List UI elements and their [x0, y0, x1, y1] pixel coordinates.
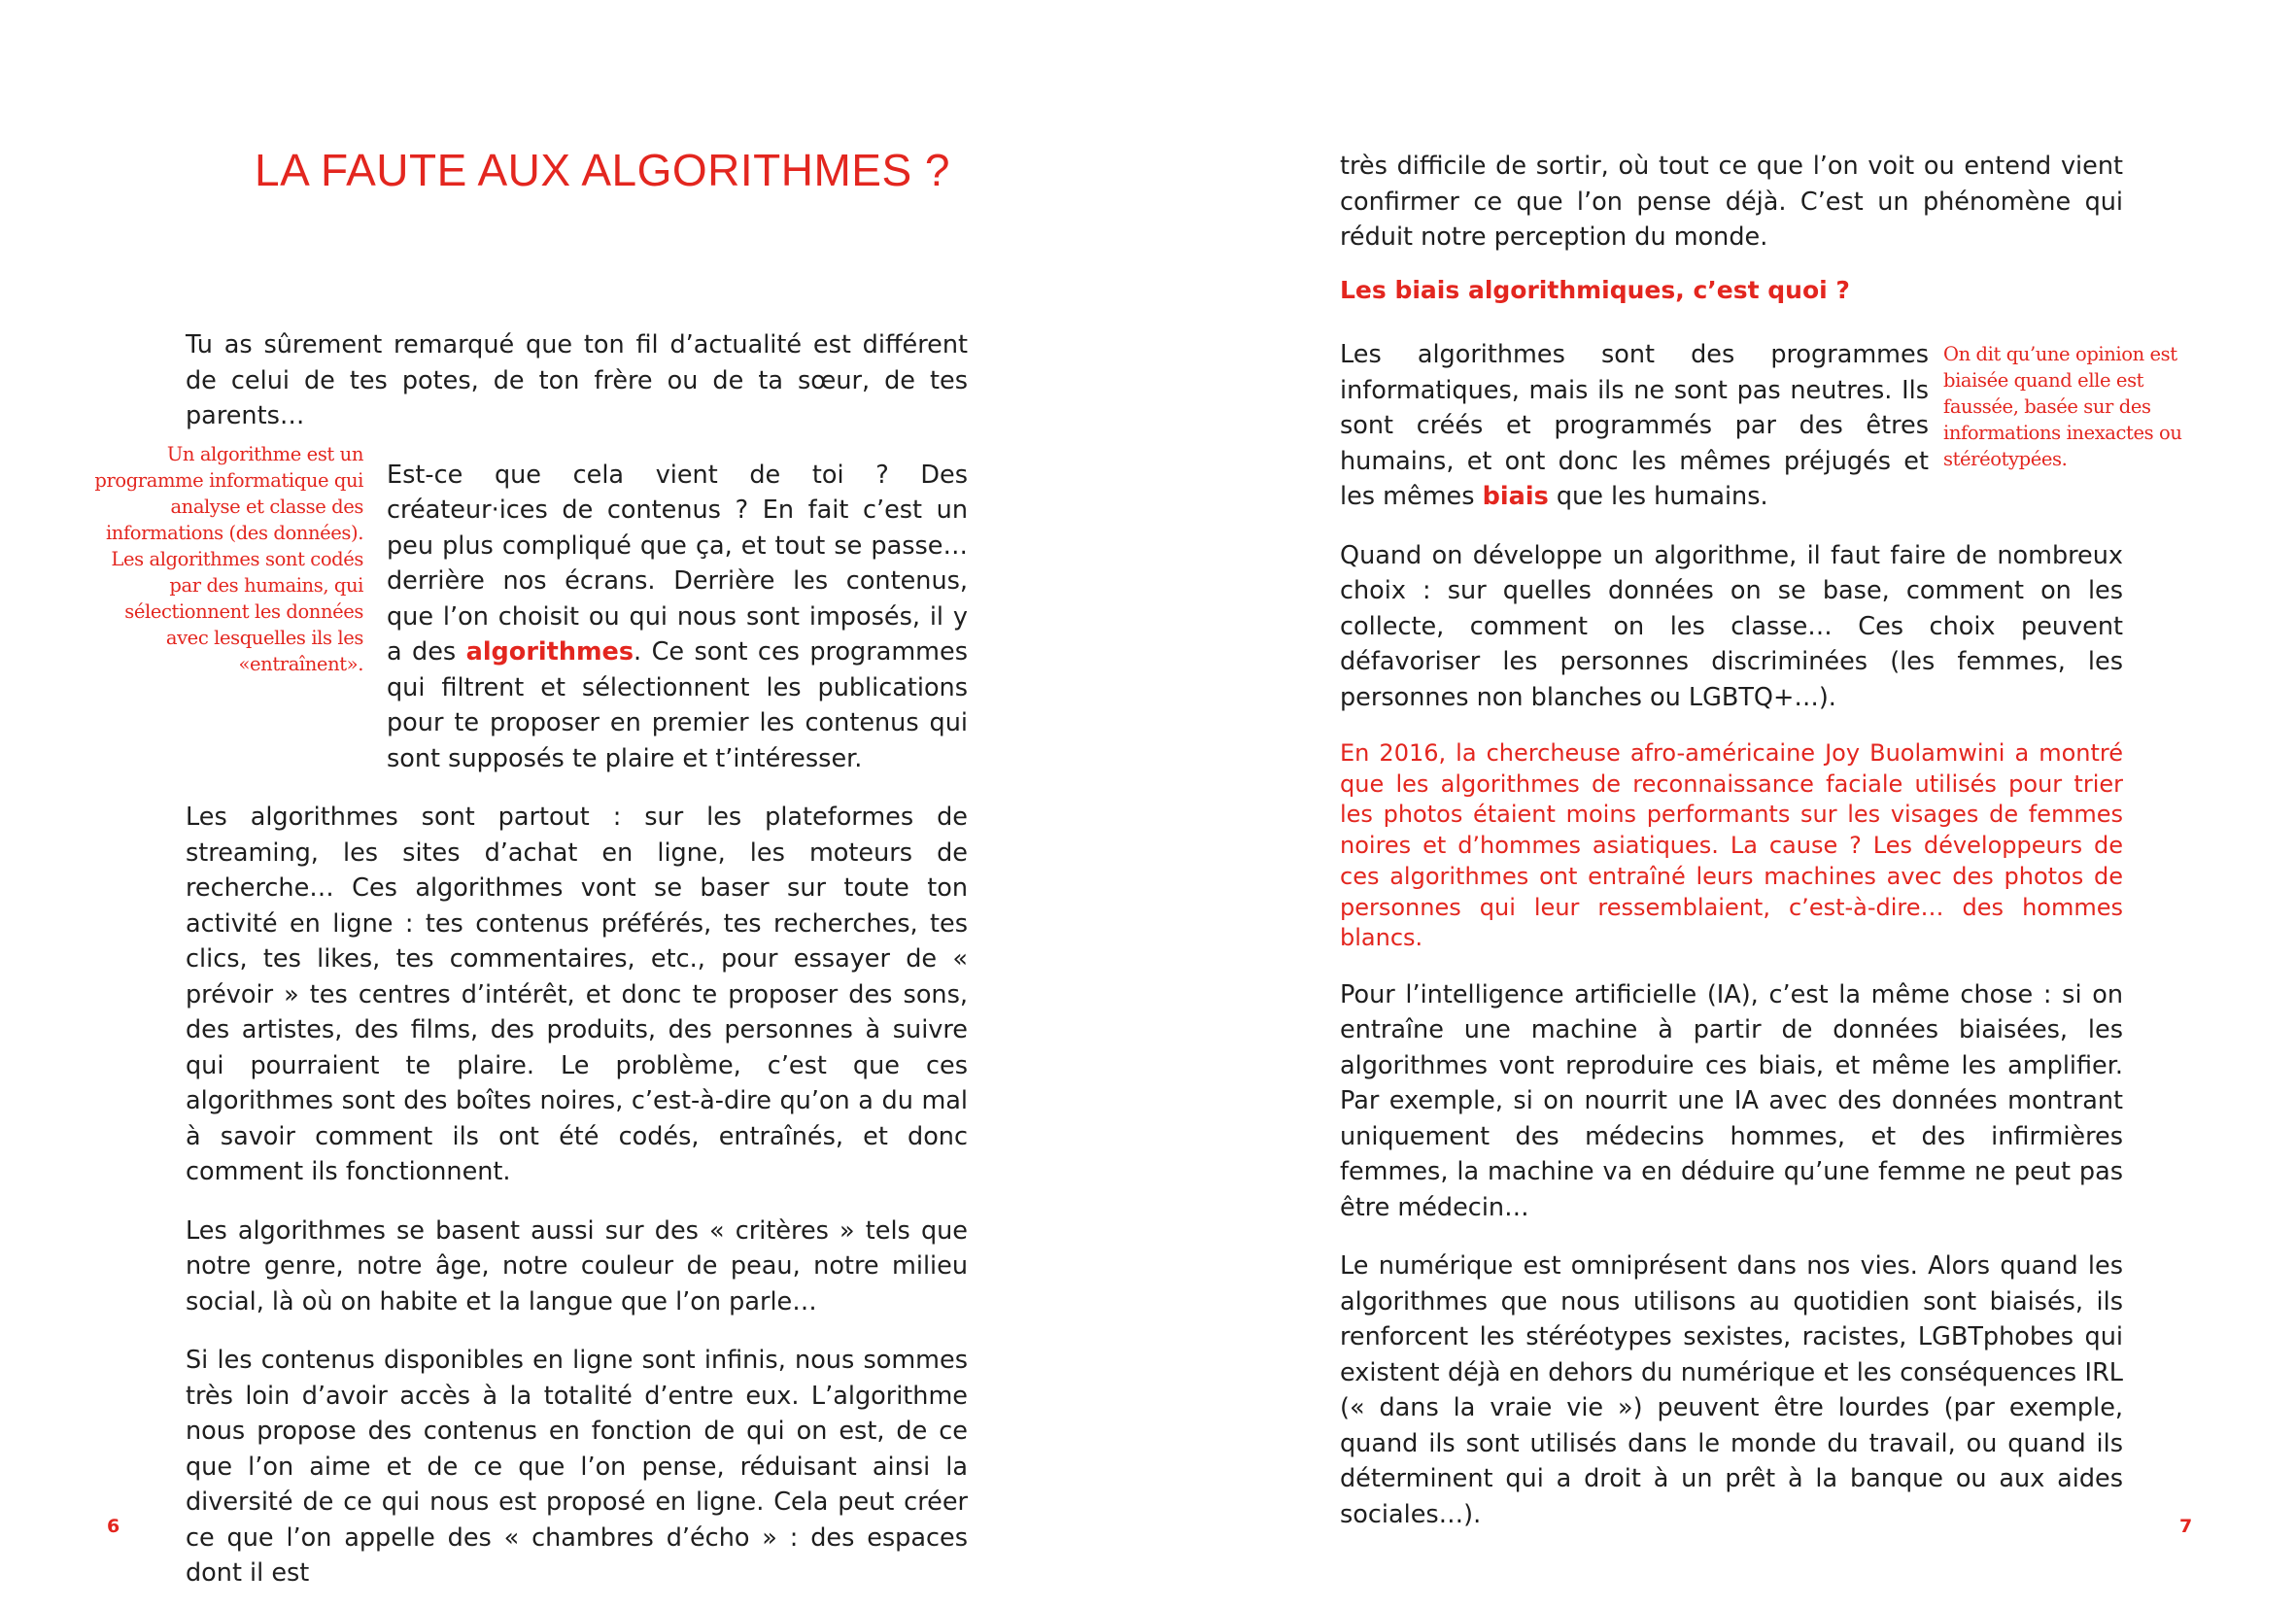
paragraph-chambres-echo: Si les contenus disponibles en ligne sont infinis, nous sommes très loin d’avoir accès à la totalité d’entre eux. L’algorithme nous propose des contenus en fonction de qui on est, de ce que l’on aime et de ce que l’on pense, réduisant ainsi la diversité de ce qui nous est proposé en ligne. Cela peut créer ce que l’on appelle des « chambres d’écho » : des espaces dont il est	[186, 1346, 968, 1588]
paragraph-ia: Pour l’intelligence artificielle (IA), c’est la même chose : si on entraîne une machine à partir de données biaisées, les algorithmes vont reproduire ces biais, et même les amplifier. Par exemple, si on nourrit une IA avec des données montrant uniquement des médecins hommes, et des infirmières femmes, la machine va en déduire qu’une femme ne peut pas être médecin…	[1340, 979, 2123, 1222]
paragraph-numerique: Le numérique est omniprésent dans nos vies. Alors quand les algorithmes que nous utilisons au quotidien sont biaisés, ils renforcent les stéréotypes sexistes, racistes, LGBTphobes qui existent déjà en dehors du numérique et les conséquences IRL (« dans la vraie vie ») peuvent être lourdes (par exemple, quand ils sont utilisés dans le monde du travail, ou quand ils déterminent qui a droit à un prêt à la banque ou aux aides sociales…).	[1340, 1251, 2123, 1529]
paragraph-intro-text-b: . Ce sont ces programmes qui filtrent et sélectionnent les publications pour te proposer en premier les contenus qui sont supposés te plaire et t’intéresser.	[387, 637, 968, 773]
right-column	[1340, 149, 2123, 1532]
page-number: 7	[2179, 1516, 2193, 1537]
page-number: 6	[107, 1516, 120, 1537]
right-page	[1148, 0, 2296, 1607]
left-column	[186, 327, 968, 1591]
paragraph-intro-top: Tu as sûrement remarqué que ton fil d’actualité est différent de celui de tes potes, de ton frère ou de ta sœur, de tes parents…	[186, 330, 968, 430]
paragraph-choix: Quand on développe un algorithme, il faut faire de nombreux choix : sur quelles données on se base, comment on les collecte, comment on les classe… Ces choix peuvent défavoriser les personnes discriminées (les femmes, les personnes non blanches ou LGBTQ+…).	[1340, 540, 2123, 712]
paragraph-biais-text-a: Les algorithmes sont des programmes informatiques, mais ils ne sont pas neutres. Ils sont créés et programmés par des êtres humains, et ont donc les mêmes préjugés et les mêmes	[1340, 340, 1929, 511]
highlight-quote: En 2016, la chercheuse afro-américaine Joy Buolamwini a montré que les algorithmes de reconnaissance faciale utilisés pour trier les photos étaient moins performants sur les visages de femmes noires et d’hommes asiatiques. La cause ? Les développeurs de ces algorithmes ont entraîné leurs machines avec des photos de personnes qui leur ressemblaient, c’est-à-dire… des hommes blancs.	[1340, 739, 2123, 952]
paragraph-biais	[1340, 337, 2123, 515]
section-heading: Les biais algorithmiques, c’est quoi ?	[1340, 275, 1850, 304]
paragraph-biais-text-b: que les humains.	[1548, 482, 1768, 511]
paragraph-partout: Les algorithmes sont partout : sur les plateformes de streaming, les sites d’achat en ligne, les moteurs de recherche… Ces algorithmes vont se baser sur toute ton activité en ligne : tes contenus préférés, tes recherches, tes clics, tes likes, tes commentaires, etc., pour essayer de « prévoir » tes centres d’intérêt, et donc te proposer des sons, des artistes, des films, des produits, des personnes à suivre qui pourraient te plaire. Le problème, c’est que ces algorithmes sont des boîtes noires, c’est-à-dire qu’on a du mal à savoir comment ils ont été codés, entraînés, et donc comment ils fonctionnent.	[186, 803, 968, 1186]
paragraph-intro-text-a: Est-ce que cela vient de toi ? Des créateur·ices de contenus ? En fait c’est un peu plus compliqué que ça, et tout se passe… derrière nos écrans. Derrière les contenus, que l’on choisit ou qui nous sont imposés, il y a des	[387, 460, 968, 667]
margin-note-biais-definition: On dit qu’une opinion est biaisée quand elle est faussée, basée sur des informations inexactes ou stéréotypées.	[1943, 343, 2182, 470]
paragraph-continuation: très difficile de sortir, où tout ce que l’on voit ou entend vient confirmer ce que l’on pense déjà. C’est un phénomène qui réduit notre perception du monde.	[1340, 152, 2123, 252]
page-title: LA FAUTE AUX ALGORITHMES ?	[255, 145, 951, 195]
margin-note-algorithm-definition: Un algorithme est un programme informatique qui analyse et classe des informations (des données). Les algorithmes sont codés par des humains, qui sélectionnent les données avec lesquelles ils les «entraînent».	[94, 443, 363, 675]
paragraph-intro	[186, 458, 968, 777]
keyword-algorithmes: algorithmes	[465, 637, 634, 667]
keyword-biais: biais	[1482, 482, 1549, 511]
paragraph-criteres: Les algorithmes se basent aussi sur des « critères » tels que notre genre, notre âge, notre couleur de peau, notre milieu social, là où on habite et la langue que l’on parle…	[186, 1215, 968, 1316]
